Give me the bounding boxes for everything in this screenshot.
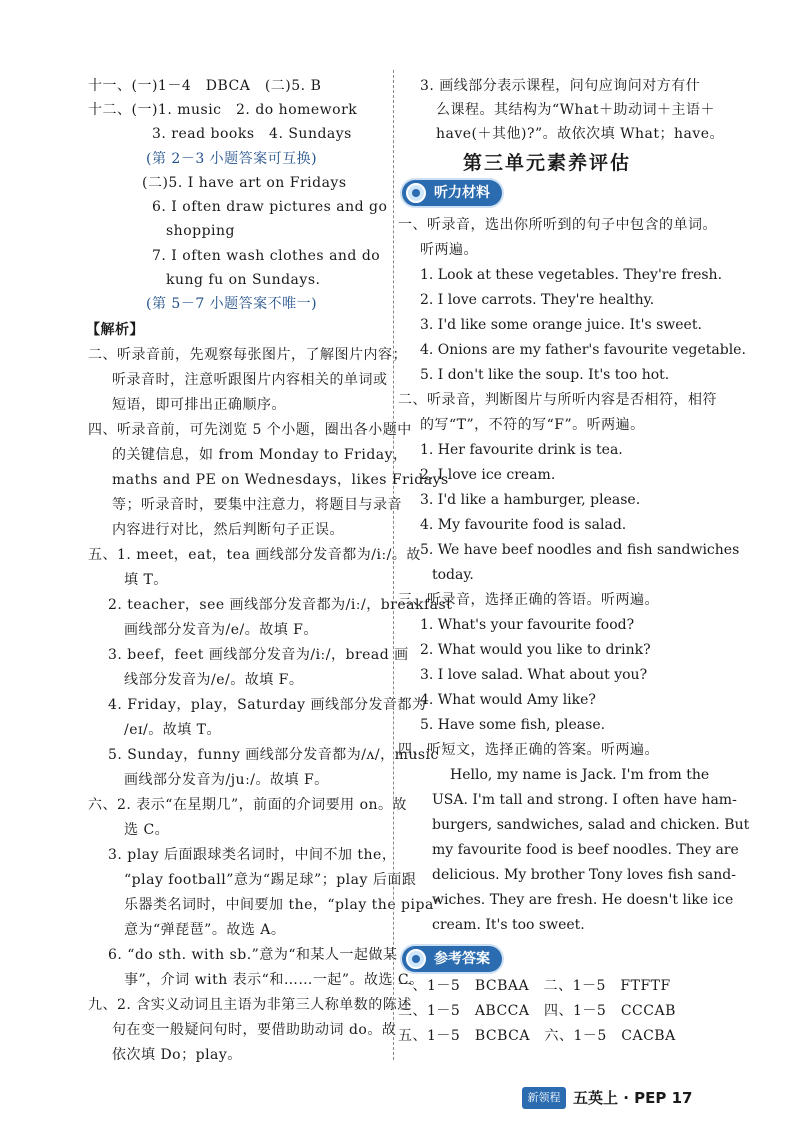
analysis-line: maths and PE on Wednesdays，likes Fridays [112,472,449,488]
answer-key-line: 三、1－5 ABCCA 四、1－5 CCCAB [398,1003,676,1019]
analysis-line: “play football”意为“踢足球”；play 后面跟 [124,872,417,888]
passage-line: wiches. They are fresh. He doesn't like ice [432,892,734,908]
answer-line: (二)5. I have art on Fridays [142,175,347,191]
analysis-line: 2. teacher，see 画线部分发音都为/iː/，breakfast [108,597,453,613]
analysis-line: 事”，介词 with 表示“和……一起”。故选 C。 [124,972,424,988]
answer-note: (第 2－3 小题答案可互换) [146,151,318,167]
analysis-line: 5. Sunday，funny 画线部分发音都为/ʌ/，music [108,747,439,763]
analysis-line: 内容进行对比，然后判断句子正误。 [112,522,344,538]
badge-label: 参考答案 [434,951,490,967]
question-heading: 一、听录音，选出你所听到的句子中包含的单词。 [398,217,717,233]
question-heading: 听两遍。 [420,242,478,258]
analysis-line: 线部分发音为/e/。故填 F。 [124,672,304,688]
analysis-line: have(＋其他)?”。故依次填 What；have。 [436,126,725,142]
listening-line: today. [432,567,474,583]
listening-line: 3. I love salad. What about you? [420,667,648,683]
listening-material-badge [402,180,502,206]
listening-line: 4. Onions are my father's favourite vegetable. [420,342,746,358]
analysis-line: 意为“弹琵琶”。故选 A。 [124,922,286,938]
answer-key-line: 五、1－5 BCBCA 六、1－5 CACBA [398,1028,676,1044]
publisher-logo: 新领程 [522,1087,566,1109]
analysis-line: 九、2. 含实义动词且主语为非第三人称单数的陈述 [88,997,412,1013]
analysis-line: 填 T。 [124,572,168,588]
passage-line: USA. I'm tall and strong. I often have ham- [432,792,737,808]
answer-note: (第 5－7 小题答案不唯一) [146,296,318,312]
badge-label: 听力材料 [434,185,490,201]
listening-line: 3. I'd like some orange juice. It's sweet. [420,317,702,333]
answer-line: 十一、(一)1－4 DBCA (二)5. B [88,78,322,94]
listening-line: 3. I'd like a hamburger, please. [420,492,641,508]
analysis-line: 乐器类名词时，中间要加 the，“play the pipa” [124,897,442,913]
analysis-line: 3. 画线部分表示课程，问句应询问对方有什 [420,78,701,94]
analysis-line: 二、听录音前，先观察每张图片，了解图片内容； [88,347,407,363]
answer-line: kung fu on Sundays. [166,272,321,288]
listening-line: 5. We have beef noodles and fish sandwiches [420,542,740,558]
book-icon [406,949,426,969]
listening-line: 5. I don't like the soup. It's too hot. [420,367,670,383]
headphone-icon [406,183,426,203]
analysis-line: 么课程。其结构为“What＋助动词＋主语＋ [436,102,716,118]
page-footer: 五英上 · PEP 17 [573,1089,693,1107]
listening-line: 5. Have some fish, please. [420,717,606,733]
question-heading: 三、听录音，选择正确的答语。听两遍。 [398,592,659,608]
listening-line: 1. Her favourite drink is tea. [420,442,623,458]
analysis-line: 句在变一般疑问句时，要借助助动词 do。故 [112,1022,397,1038]
reference-answer-badge [402,946,502,972]
column-divider [393,70,394,1060]
analysis-line: 3. beef，feet 画线部分发音为/iː/，bread 画 [108,647,409,663]
answer-line: shopping [166,223,236,239]
section-title: 第三单元素养评估 [463,152,632,174]
listening-line: 1. What's your favourite food? [420,617,635,633]
analysis-line: 听录音时，注意听跟图片内容相关的单词或 [112,372,388,388]
passage-line: cream. It's too sweet. [432,917,585,933]
question-heading: 四、听短文，选择正确的答案。听两遍。 [398,742,659,758]
question-heading: 二、听录音，判断图片与所听内容是否相符，相符 [398,392,717,408]
analysis-line: 六、2. 表示“在星期几”，前面的介词要用 on。故 [88,797,408,813]
listening-line: 2. I love ice cream. [420,467,556,483]
passage-line: my favourite food is beef noodles. They are [432,842,739,858]
answer-line: 7. I often wash clothes and do [152,248,381,264]
analysis-line: 6. “do sth. with sb.”意为“和某人一起做某 [108,947,398,963]
listening-line: 4. What would Amy like? [420,692,596,708]
passage-line: delicious. My brother Tony loves fish sand- [432,867,736,883]
listening-line: 2. What would you like to drink? [420,642,651,658]
analysis-line: 画线部分发音为/e/。故填 F。 [124,622,318,638]
analysis-line: 五、1. meet，eat，tea 画线部分发音都为/iː/。故 [88,547,421,563]
analysis-line: /eɪ/。故填 T。 [124,722,221,738]
question-heading: 的写“T”，不符的写“F”。听两遍。 [420,417,645,433]
analysis-line: 四、听录音前，可先浏览 5 个小题，圈出各小题中 [88,422,412,438]
analysis-heading: 【解析】 [86,322,144,338]
answer-key-line: 一、1－5 BCBAA 二、1－5 FTFTF [398,978,671,994]
analysis-line: 3. play 后面跟球类名词时，中间不加 the， [108,847,397,863]
analysis-line: 画线部分发音为/juː/。故填 F。 [124,772,329,788]
analysis-line: 等；听录音时，要集中注意力，将题目与录音 [112,497,402,513]
analysis-line: 短语，即可排出正确顺序。 [112,397,286,413]
passage-line: Hello, my name is Jack. I'm from the [450,767,710,783]
listening-line: 4. My favourite food is salad. [420,517,627,533]
answer-line: 3. read books 4. Sundays [152,126,352,142]
answer-line: 6. I often draw pictures and go [152,199,388,215]
listening-line: 1. Look at these vegetables. They're fresh. [420,267,723,283]
passage-line: burgers, sandwiches, salad and chicken. But [432,817,750,833]
listening-line: 2. I love carrots. They're healthy. [420,292,655,308]
analysis-line: 选 C。 [124,822,170,838]
answer-line: 十二、(一)1. music 2. do homework [88,102,358,118]
analysis-line: 依次填 Do；play。 [112,1047,242,1063]
analysis-line: 4. Friday，play，Saturday 画线部分发音都为 [108,697,427,713]
analysis-line: 的关键信息，如 from Monday to Friday， [112,447,408,463]
